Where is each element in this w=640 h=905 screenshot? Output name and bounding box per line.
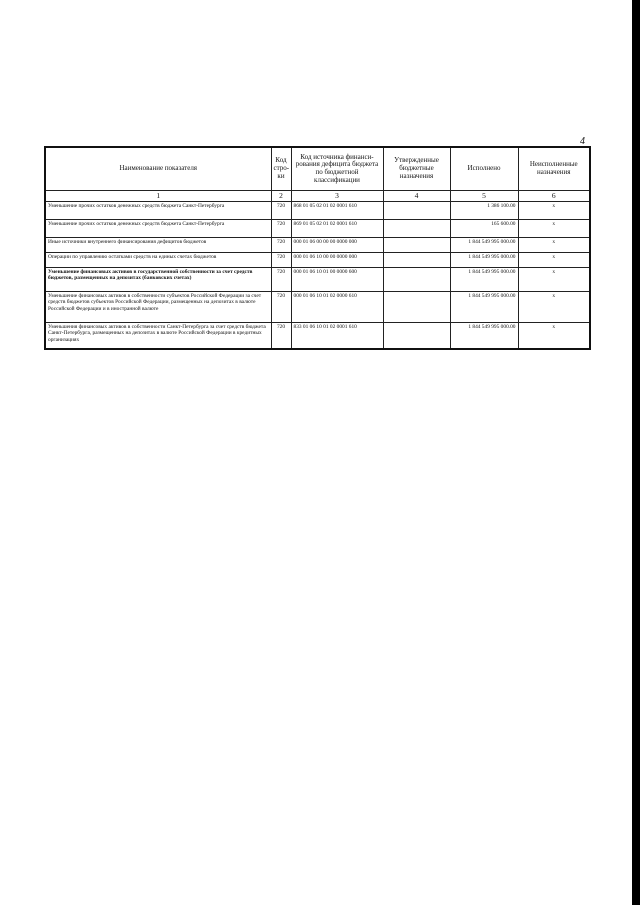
page-number: 4 xyxy=(580,136,585,147)
row-approved xyxy=(383,323,450,349)
row-unexecuted: x xyxy=(518,253,590,268)
row-executed: 165 600.00 xyxy=(450,220,518,238)
header-unexecuted: Неисполненные назначения xyxy=(518,147,590,191)
row-unexecuted: x xyxy=(518,238,590,253)
row-line-code: 720 xyxy=(271,292,291,323)
deficit-financing-table xyxy=(44,146,591,350)
header-line-code: Код стро-ки xyxy=(271,147,291,191)
row-line-code: 720 xyxy=(271,202,291,220)
column-number: 5 xyxy=(450,191,518,202)
row-indicator-name: Уменьшения финансовых активов в собственности Санкт-Петербурга за счет средств бюджета Санкт-Петербурга, размещенных на депозитах в валюте Российской Федерации в кредитных организациях xyxy=(45,323,271,349)
row-indicator-name: Уменьшение финансовых активов в государственной собственности за счет средств бюджетов, размещенных на депозитах (банковских счетах) xyxy=(45,268,271,292)
column-number: 6 xyxy=(518,191,590,202)
header-indicator-name: Наименование показателя xyxy=(45,147,271,191)
row-approved xyxy=(383,238,450,253)
row-line-code: 720 xyxy=(271,253,291,268)
header-source-code: Код источника финанси-рования дефицита бюджета по бюджетной классификации xyxy=(291,147,383,191)
row-approved xyxy=(383,220,450,238)
column-number: 1 xyxy=(45,191,271,202)
table-row xyxy=(45,323,590,349)
row-indicator-name: Операции по управлению остатками средств на единых счетах бюджетов xyxy=(45,253,271,268)
row-line-code: 720 xyxy=(271,268,291,292)
row-executed: 1 844 549 995 000.00 xyxy=(450,268,518,292)
row-indicator-name: Уменьшение прочих остатков денежных средств бюджета Санкт-Петербурга xyxy=(45,220,271,238)
row-indicator-name: Иные источники внутреннего финансирования дефицитов бюджетов xyxy=(45,238,271,253)
row-unexecuted: x xyxy=(518,220,590,238)
table-row xyxy=(45,202,590,220)
table-row xyxy=(45,292,590,323)
column-number: 2 xyxy=(271,191,291,202)
row-unexecuted: x xyxy=(518,268,590,292)
row-unexecuted: x xyxy=(518,292,590,323)
row-source-code: 868 01 05 02 01 02 0001 610 xyxy=(291,202,383,220)
row-line-code: 720 xyxy=(271,238,291,253)
row-approved xyxy=(383,253,450,268)
row-executed: 1 844 549 995 000.00 xyxy=(450,238,518,253)
row-indicator-name: Уменьшение финансовых активов в собственности субъектов Российской Федерации за счет средств бюджетов субъектов Российской Федерации, размещенных на депозитах в валюте Российской Федерации и в иностранной валюте xyxy=(45,292,271,323)
row-source-code: 000 01 06 10 00 00 0000 000 xyxy=(291,253,383,268)
row-source-code: 000 01 06 10 01 00 0000 600 xyxy=(291,268,383,292)
row-executed: 1 844 549 995 000.00 xyxy=(450,253,518,268)
row-approved xyxy=(383,292,450,323)
column-number: 3 xyxy=(291,191,383,202)
column-numbers-row xyxy=(45,191,590,202)
table-row xyxy=(45,220,590,238)
row-source-code: 869 01 05 02 01 02 0001 610 xyxy=(291,220,383,238)
table-row xyxy=(45,238,590,253)
row-line-code: 720 xyxy=(271,220,291,238)
table-row xyxy=(45,253,590,268)
row-executed: 1 844 549 995 000.00 xyxy=(450,323,518,349)
row-approved xyxy=(383,202,450,220)
row-unexecuted: x xyxy=(518,202,590,220)
column-number: 4 xyxy=(383,191,450,202)
row-source-code: 000 01 06 00 00 00 0000 000 xyxy=(291,238,383,253)
row-approved xyxy=(383,268,450,292)
header-row xyxy=(45,147,590,191)
row-unexecuted: x xyxy=(518,323,590,349)
row-indicator-name: Уменьшение прочих остатков денежных средств бюджета Санкт-Петербурга xyxy=(45,202,271,220)
row-source-code: 000 01 06 10 01 02 0000 610 xyxy=(291,292,383,323)
row-line-code: 720 xyxy=(271,323,291,349)
row-executed: 1 844 549 995 000.00 xyxy=(450,292,518,323)
row-executed: 1 386 100.00 xyxy=(450,202,518,220)
table-row xyxy=(45,268,590,292)
header-executed: Исполнено xyxy=(450,147,518,191)
row-source-code: 833 01 06 10 01 02 0001 610 xyxy=(291,323,383,349)
header-approved: Утвержденные бюджетные назначения xyxy=(383,147,450,191)
